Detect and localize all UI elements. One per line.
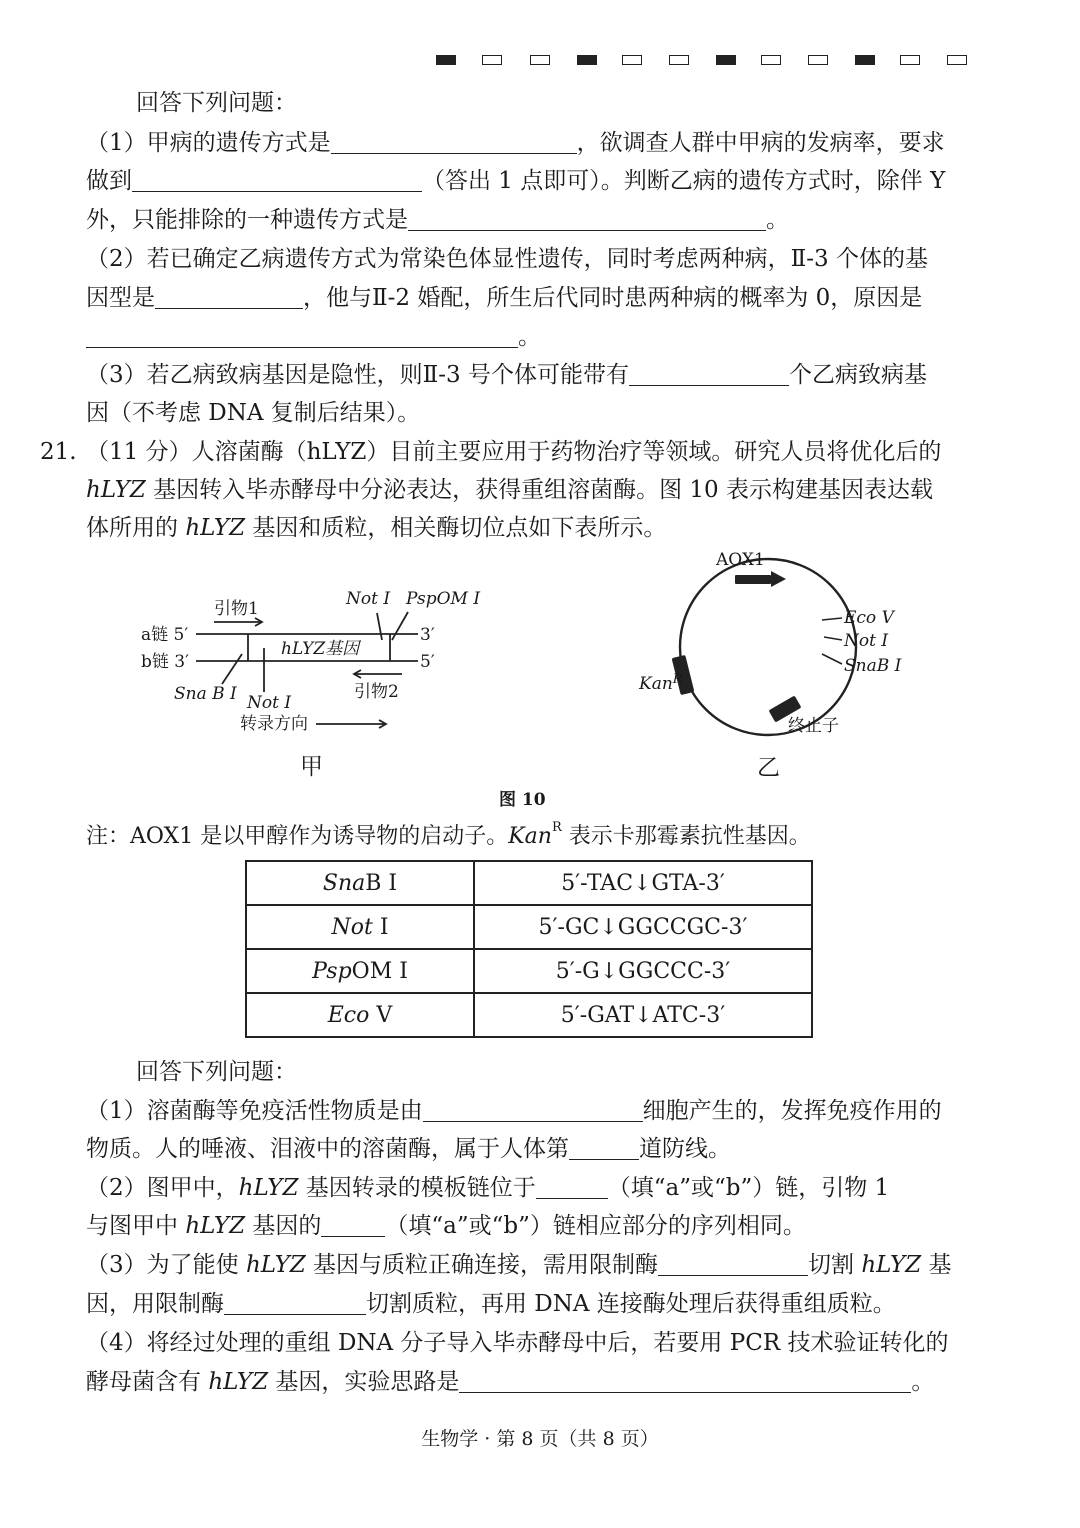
figure-yi-caption: 乙: [757, 755, 780, 781]
kan-text: Kan: [639, 674, 673, 694]
text: （填“a”或“b”）链，引物 1: [607, 1175, 890, 1201]
q21-number: 21.: [40, 439, 77, 465]
page-footer: 生物学 · 第 8 页（共 8 页）: [421, 1428, 659, 1450]
text: 。: [518, 324, 541, 350]
enzyme-cell: [246, 949, 474, 993]
text: 酵母菌含有: [86, 1369, 209, 1395]
gene-name: hLYZ: [86, 477, 146, 503]
q20-intro: 回答下列问题：: [136, 90, 297, 116]
gene-name: hLYZ: [185, 515, 246, 541]
text: （答出 1 点即可）。判断乙病的遗传方式时，除伴 Y: [422, 168, 946, 194]
text: 表示卡那霉素抗性基因。: [561, 824, 811, 849]
text: 因型是: [86, 285, 155, 311]
enzyme-name: Psp: [312, 958, 352, 984]
text: 基因与质粒正确连接，需用限制酶: [305, 1252, 659, 1278]
enzyme-suffix: B Ⅰ: [365, 870, 398, 896]
text: （2）图甲中，: [86, 1175, 239, 1201]
text: 切割: [808, 1252, 862, 1278]
table-row: [246, 905, 812, 949]
terminator-label: 终止子: [788, 716, 839, 736]
text: 基: [921, 1252, 952, 1278]
q21-part2-line1: [86, 1173, 889, 1203]
chain-a-end: 3′: [420, 625, 435, 645]
kan-label: [639, 674, 683, 694]
text: 切割质粒，再用 DNA 连接酶处理后获得重组质粒。: [366, 1291, 896, 1317]
q21-intro: 回答下列问题：: [136, 1059, 297, 1085]
q21-part1-line2: [86, 1134, 731, 1164]
q21-part3-line2: [86, 1289, 896, 1319]
enzyme-name: Sna: [322, 870, 366, 896]
text: 因，用限制酶: [86, 1291, 224, 1317]
chain-b-end: 5′: [420, 652, 435, 672]
text: （1）溶菌酶等免疫活性物质是由: [86, 1098, 423, 1124]
q20-part2-line1: （2）若已确定乙病遗传方式为常染色体显性遗传，同时考虑两种病，Ⅱ-3 个体的基: [86, 246, 928, 272]
table-row: [246, 861, 812, 905]
q21-part4-line1: （4）将经过处理的重组 DNA 分子导入毕赤酵母中后，若要用 PCR 技术验证转化的: [86, 1330, 949, 1356]
chain-a-label: a链 5′: [141, 625, 189, 645]
text: （3）为了能使: [86, 1252, 246, 1278]
text: ，欲调查人群中甲病的发病率，要求: [576, 130, 945, 156]
enzyme-name: Eco: [327, 1002, 370, 1028]
gene-name: hLYZ: [185, 1213, 246, 1239]
answer-blank[interactable]: [423, 1099, 643, 1122]
gene-name: hLYZ: [245, 1252, 306, 1278]
text: 道防线。: [639, 1136, 731, 1162]
site-cell: 5′-GAT↓ATC-3′: [474, 993, 812, 1037]
kan-note-sup: R: [551, 820, 562, 835]
text: 与图甲中: [86, 1213, 186, 1239]
table-row: [246, 993, 812, 1037]
not1-plasmid-label: Not Ⅰ: [844, 631, 889, 651]
answer-blank[interactable]: [569, 1137, 639, 1160]
text: 物质。人的唾液、泪液中的溶菌酶，属于人体第: [86, 1136, 569, 1162]
text: 做到: [86, 168, 132, 194]
figure-title: 图 10: [499, 790, 546, 810]
q21-part1-line1: [86, 1096, 942, 1126]
kan-sup: R: [672, 672, 683, 687]
text: 基因的: [245, 1213, 322, 1239]
ecov-label: Eco Ⅴ: [844, 608, 894, 628]
site-cell: 5′-GC↓GGCCGC-3′: [474, 905, 812, 949]
text: 。: [766, 207, 789, 233]
gene-name: hLYZ: [861, 1252, 922, 1278]
transcription-label: 转录方向: [240, 714, 308, 734]
gene-name: hLYZ: [208, 1369, 269, 1395]
primer2-label: 引物2: [354, 682, 399, 702]
not1-top-label: Not Ⅰ: [346, 589, 391, 609]
enzyme-cell: [246, 993, 474, 1037]
table-row: [246, 949, 812, 993]
restriction-enzyme-table: [245, 860, 813, 1038]
text: 基因，实验思路是: [268, 1369, 460, 1395]
answer-blank[interactable]: [459, 1370, 911, 1393]
enzyme-name: Not: [331, 914, 373, 940]
q21-part3-line1: [86, 1250, 951, 1280]
site-cell: 5′-G↓GGCCC-3′: [474, 949, 812, 993]
answer-blank[interactable]: [321, 1214, 385, 1237]
q21-line1: （11 分）人溶菌酶（hLYZ）目前主要应用于药物治疗等领域。研究人员将优化后的: [86, 439, 942, 465]
text: 注：AOX1 是以甲醇作为诱导物的启动子。: [86, 824, 509, 849]
chain-b-label: b链 3′: [141, 652, 189, 672]
text: 细胞产生的，发挥免疫作用的: [642, 1098, 942, 1124]
q21-part2-line2: [86, 1211, 806, 1241]
figure-jia-caption: 甲: [300, 754, 323, 780]
hlyz-gene-label: hLYZ基因: [281, 639, 360, 659]
text: （填“a”或“b”）链相应部分的序列相同。: [385, 1213, 806, 1239]
pspom1-label: PspOM Ⅰ: [406, 589, 481, 609]
site-cell: 5′-TAC↓GTA-3′: [474, 861, 812, 905]
text: 基因转录的模板链位于: [298, 1175, 536, 1201]
text: （3）若乙病致病基因是隐性，则Ⅱ-3 号个体可能带有: [86, 362, 629, 388]
enzyme-suffix: Ⅰ: [372, 914, 389, 940]
text: 外，只能排除的一种遗传方式是: [86, 207, 408, 233]
answer-blank[interactable]: [224, 1292, 366, 1315]
text: 。: [911, 1369, 935, 1395]
enzyme-suffix: Ⅴ: [369, 1002, 393, 1028]
q21-part4-line2: [86, 1367, 934, 1397]
q20-part3-line2: 因（不考虑 DNA 复制后结果）。: [86, 400, 421, 426]
answer-blank[interactable]: [658, 1253, 808, 1276]
enzyme-suffix: OM Ⅰ: [351, 958, 408, 984]
primer1-label: 引物1: [214, 599, 259, 619]
text: 基因转入毕赤酵母中分泌表达，获得重组溶菌酶。图 10 表示构建基因表达载: [145, 477, 933, 503]
answer-blank[interactable]: [536, 1176, 608, 1199]
text: 基因和质粒，相关酶切位点如下表所示。: [245, 515, 667, 541]
snab1-label: Sna B Ⅰ: [174, 684, 237, 704]
figure-note: [86, 822, 811, 852]
text: 个乙病致病基: [788, 362, 927, 388]
kan-note: Kan: [508, 824, 552, 849]
snab1-plasmid-label: SnaB Ⅰ: [844, 656, 902, 676]
aox1-label: AOX1: [716, 550, 765, 570]
not1-bottom-label: Not Ⅰ: [247, 693, 292, 713]
text: （1）甲病的遗传方式是: [86, 130, 331, 156]
enzyme-cell: [246, 905, 474, 949]
gene-name: hLYZ: [238, 1175, 299, 1201]
text: 体所用的: [86, 515, 186, 541]
text: ，他与Ⅱ-2 婚配，所生后代同时患两种病的概率为 0，原因是: [303, 285, 923, 311]
enzyme-cell: [246, 861, 474, 905]
